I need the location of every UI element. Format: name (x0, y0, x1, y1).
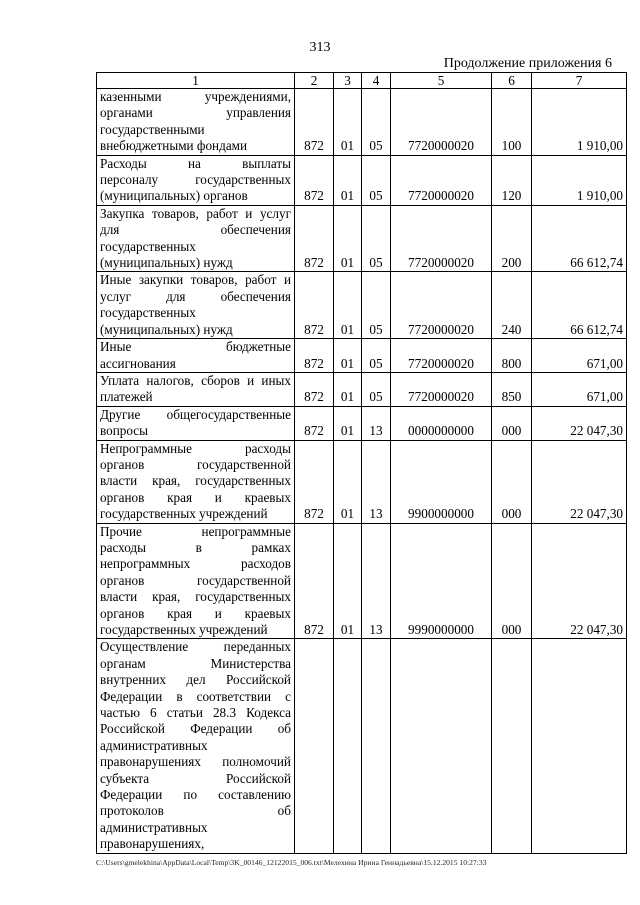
table-row (97, 205, 627, 272)
description-line: государственных учреждений (100, 506, 268, 522)
cell-expense-type: 850 (492, 372, 532, 406)
column-header: 4 (362, 73, 391, 89)
cell-section: 01 (334, 155, 362, 205)
row-description (97, 272, 295, 339)
cell-subsection: 05 (362, 339, 391, 373)
description-line: платежей (100, 389, 153, 405)
cell-expense-type: 000 (492, 523, 532, 639)
column-header: 6 (492, 73, 532, 89)
description-line: Другие общегосударственные (100, 406, 291, 422)
description-line: Федерации по составлению (100, 787, 291, 803)
description-line: расходы в рамках (100, 539, 291, 555)
description-line: персоналу государственных (100, 172, 291, 188)
continuation-title: Продолжение приложения 6 (443, 56, 612, 71)
description-line: правонарушениях, (100, 836, 205, 852)
table-header-row (97, 73, 627, 89)
description-line: (муниципальных) органов (100, 188, 248, 204)
cell-subsection: 05 (362, 89, 391, 156)
cell-subsection: 05 (362, 155, 391, 205)
description-line: (муниципальных) нужд (100, 255, 233, 271)
description-line: органов государственной (100, 572, 291, 588)
cell-expense-type: 120 (492, 155, 532, 205)
cell-expense-type: 800 (492, 339, 532, 373)
description-line: органов государственной (100, 456, 291, 472)
description-line: внебюджетными фондами (100, 138, 248, 154)
description-line: Осуществление переданных (100, 639, 291, 655)
cell-grbs: 872 (295, 523, 334, 639)
budget-table (96, 72, 627, 854)
table-row (97, 272, 627, 339)
cell-grbs: 872 (295, 406, 334, 440)
description-line: власти края, государственных (100, 473, 291, 489)
footer-path: C:\Users\gmelekhina\AppData\Local\Temp\3K_00146_12122015_006.txt\Мелехина Ирина Геннадьевна\15.12.2015 10:27:33 (96, 858, 487, 867)
row-description (97, 89, 295, 156)
cell-section (334, 639, 362, 853)
cell-grbs: 872 (295, 205, 334, 272)
cell-expense-type: 100 (492, 89, 532, 156)
cell-section: 01 (334, 339, 362, 373)
table-row (97, 523, 627, 639)
row-description (97, 372, 295, 406)
cell-subsection: 13 (362, 523, 391, 639)
cell-subsection: 05 (362, 372, 391, 406)
table-row (97, 339, 627, 373)
cell-section: 01 (334, 523, 362, 639)
description-line: Уплата налогов, сборов и иных (100, 372, 291, 388)
cell-section: 01 (334, 372, 362, 406)
row-description (97, 440, 295, 523)
description-line: вопросы (100, 423, 149, 439)
cell-amount: 22 047,30 (532, 523, 627, 639)
description-line: Иные закупки товаров, работ и (100, 272, 291, 288)
cell-subsection: 13 (362, 440, 391, 523)
cell-target-article: 7720000020 (391, 339, 492, 373)
description-line: частью 6 статьи 28.3 Кодекса (100, 705, 291, 721)
cell-target-article: 7720000020 (391, 155, 492, 205)
cell-target-article: 7720000020 (391, 205, 492, 272)
row-description (97, 406, 295, 440)
table-row (97, 155, 627, 205)
description-line: Расходы на выплаты (100, 155, 291, 171)
table-row (97, 89, 627, 156)
cell-subsection: 13 (362, 406, 391, 440)
cell-section: 01 (334, 205, 362, 272)
row-description (97, 155, 295, 205)
cell-grbs: 872 (295, 339, 334, 373)
cell-section: 01 (334, 406, 362, 440)
cell-target-article: 0000000000 (391, 406, 492, 440)
description-line: государственных (100, 238, 196, 254)
cell-expense-type: 240 (492, 272, 532, 339)
description-line: правонарушениях полномочий (100, 754, 291, 770)
column-header: 3 (334, 73, 362, 89)
cell-grbs: 872 (295, 372, 334, 406)
cell-amount: 671,00 (532, 372, 627, 406)
description-line: власти края, государственных (100, 589, 291, 605)
cell-grbs: 872 (295, 440, 334, 523)
description-line: субъекта Российской (100, 770, 291, 786)
row-description (97, 339, 295, 373)
cell-grbs: 872 (295, 155, 334, 205)
description-line: органов края и краевых (100, 605, 291, 621)
description-line: внутренних дел Российской (100, 672, 291, 688)
row-description (97, 205, 295, 272)
description-line: Иные бюджетные (100, 339, 291, 355)
cell-expense-type: 000 (492, 440, 532, 523)
cell-amount: 66 612,74 (532, 205, 627, 272)
cell-subsection (362, 639, 391, 853)
cell-amount (532, 639, 627, 853)
column-header: 1 (97, 73, 295, 89)
description-line: услуг для обеспечения (100, 288, 291, 304)
row-description (97, 639, 295, 853)
table-row (97, 406, 627, 440)
description-line: органов края и краевых (100, 489, 291, 505)
table-row (97, 440, 627, 523)
table-row (97, 372, 627, 406)
description-line: органам Министерства (100, 655, 291, 671)
cell-amount: 22 047,30 (532, 406, 627, 440)
description-line: ассигнования (100, 355, 176, 371)
description-line: органами управления (100, 105, 291, 121)
cell-section: 01 (334, 272, 362, 339)
description-line: государственных (100, 305, 196, 321)
cell-grbs: 872 (295, 89, 334, 156)
description-line: казенными учреждениями, (100, 89, 291, 104)
cell-grbs (295, 639, 334, 853)
cell-target-article (391, 639, 492, 853)
cell-amount: 1 910,00 (532, 155, 627, 205)
cell-target-article: 9900000000 (391, 440, 492, 523)
table-row (97, 639, 627, 853)
description-line: Прочие непрограммные (100, 523, 291, 539)
description-line: Федерации в соответствии с (100, 688, 291, 704)
description-line: Российской Федерации об (100, 721, 291, 737)
cell-target-article: 7720000020 (391, 89, 492, 156)
cell-expense-type (492, 639, 532, 853)
description-line: протоколов об (100, 803, 291, 819)
description-line: государственными (100, 121, 205, 137)
row-description (97, 523, 295, 639)
cell-section: 01 (334, 89, 362, 156)
description-line: Закупка товаров, работ и услуг (100, 205, 291, 221)
description-line: государственных учреждений (100, 622, 268, 637)
description-line: административных (100, 737, 208, 753)
column-header: 5 (391, 73, 492, 89)
cell-target-article: 9990000000 (391, 523, 492, 639)
description-line: административных (100, 819, 208, 835)
cell-target-article: 7720000020 (391, 372, 492, 406)
cell-amount: 1 910,00 (532, 89, 627, 156)
cell-subsection: 05 (362, 205, 391, 272)
cell-amount: 66 612,74 (532, 272, 627, 339)
description-line: (муниципальных) нужд (100, 321, 233, 337)
cell-amount: 671,00 (532, 339, 627, 373)
cell-section: 01 (334, 440, 362, 523)
description-line: непрограммных расходов (100, 556, 291, 572)
column-header: 2 (295, 73, 334, 89)
cell-amount: 22 047,30 (532, 440, 627, 523)
cell-expense-type: 000 (492, 406, 532, 440)
cell-subsection: 05 (362, 272, 391, 339)
description-line: для обеспечения (100, 222, 291, 238)
column-header: 7 (532, 73, 627, 89)
description-line: Непрограммные расходы (100, 440, 291, 456)
cell-expense-type: 200 (492, 205, 532, 272)
cell-grbs: 872 (295, 272, 334, 339)
cell-target-article: 7720000020 (391, 272, 492, 339)
page-number: 313 (309, 40, 331, 55)
